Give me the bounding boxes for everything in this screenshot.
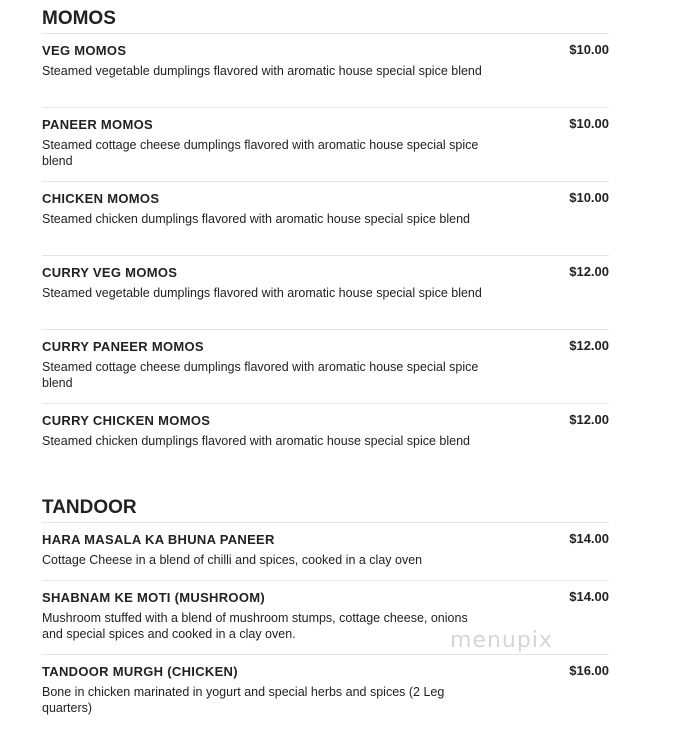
item-description: Steamed vegetable dumplings flavored with aromatic house special spice blend (42, 286, 482, 300)
section-title: TANDOOR (42, 494, 609, 523)
item-name: VEG MOMOS (42, 43, 127, 58)
item-description: Steamed chicken dumplings flavored with aromatic house special spice blend (42, 212, 471, 226)
item-description: Cottage Cheese in a blend of chilli and spices, cooked in a clay oven (42, 553, 423, 567)
menu-item (42, 34, 609, 108)
item-description: Steamed vegetable dumplings flavored with aromatic house special spice blend (42, 64, 482, 78)
watermark-logo: menupix (450, 628, 553, 653)
item-name: CHICKEN MOMOS (42, 191, 160, 206)
item-price: $10.00 (569, 116, 609, 131)
item-name: PANEER MOMOS (42, 117, 153, 132)
menu-section-momos (42, 5, 609, 478)
menu-item (42, 108, 609, 182)
menu-item (42, 256, 609, 330)
item-price: $14.00 (569, 589, 609, 604)
menu-section-tandoor (42, 494, 609, 729)
item-price: $12.00 (569, 264, 609, 279)
item-name: SHABNAM KE MOTI (MUSHROOM) (42, 590, 266, 605)
item-name: HARA MASALA KA BHUNA PANEER (42, 532, 275, 547)
item-description: Mushroom stuffed with a blend of mushroom stumps, cottage cheese, onions and special spices and cooked in a clay oven. (42, 611, 468, 641)
item-price: $14.00 (569, 531, 609, 546)
menu-item (42, 330, 609, 404)
item-name: CURRY CHICKEN MOMOS (42, 413, 211, 428)
menu-item (42, 404, 609, 478)
menu-item (42, 523, 609, 581)
item-name: CURRY VEG MOMOS (42, 265, 178, 280)
item-description: Steamed cottage cheese dumplings flavored with aromatic house special spice blend (42, 138, 479, 168)
item-price: $12.00 (569, 412, 609, 427)
item-price: $12.00 (569, 338, 609, 353)
item-name: TANDOOR MURGH (CHICKEN) (42, 664, 238, 679)
item-description: Bone in chicken marinated in yogurt and special herbs and spices (2 Leg quarters) (42, 685, 445, 715)
section-title: MOMOS (42, 5, 609, 34)
menu-item (42, 655, 609, 729)
item-description: Steamed cottage cheese dumplings flavored with aromatic house special spice blend (42, 360, 479, 390)
menu-item (42, 182, 609, 256)
item-name: CURRY PANEER MOMOS (42, 339, 204, 354)
item-price: $16.00 (569, 663, 609, 678)
item-price: $10.00 (569, 190, 609, 205)
item-description: Steamed chicken dumplings flavored with aromatic house special spice blend (42, 434, 471, 448)
item-price: $10.00 (569, 42, 609, 57)
